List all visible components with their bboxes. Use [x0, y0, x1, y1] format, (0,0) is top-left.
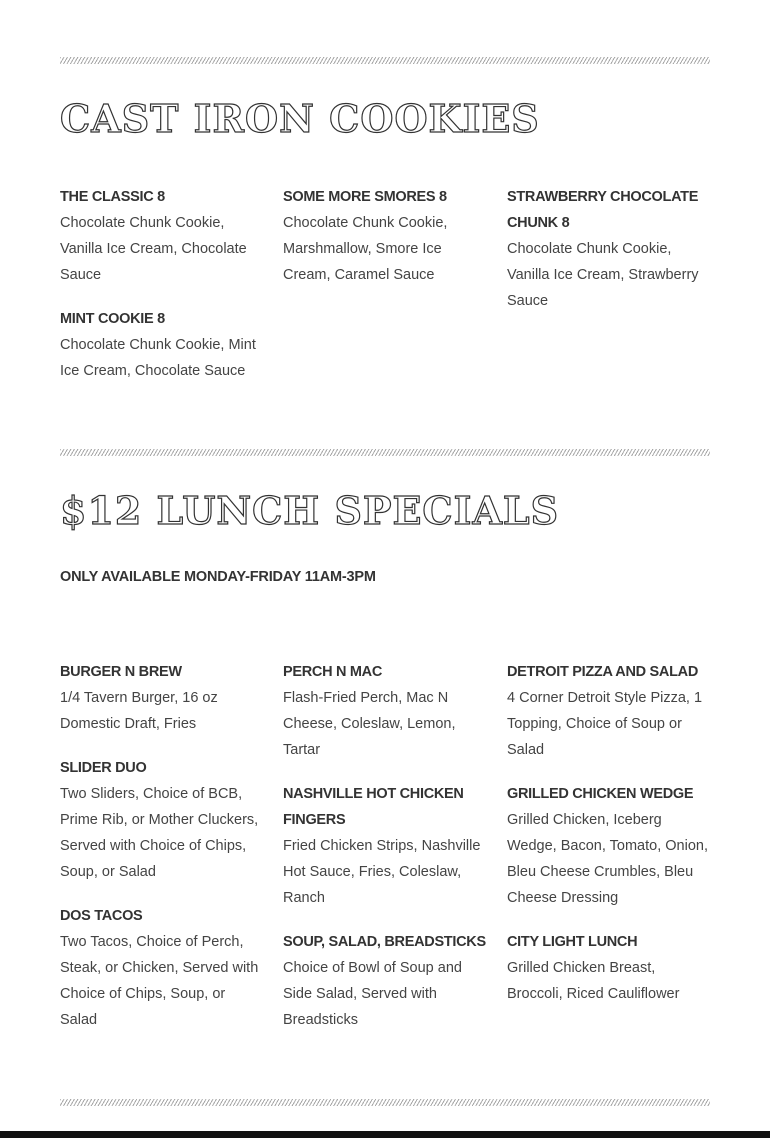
menu-item: [507, 781, 712, 911]
menu-item: [283, 184, 488, 288]
menu-item-description: Chocolate Chunk Cookie, Mint Ice Cream, Chocolate Sauce: [60, 337, 256, 379]
section-divider: [60, 57, 710, 64]
menu-item-description: Chocolate Chunk Cookie, Marshmallow, Smore Ice Cream, Caramel Sauce: [283, 215, 448, 283]
bottom-bar: [0, 1131, 770, 1138]
menu-item-description: Two Tacos, Choice of Perch, Steak, or Chicken, Served with Choice of Chips, Soup, or Salad: [60, 934, 259, 1028]
menu-item-name: MINT COOKIE 8: [60, 311, 165, 327]
cookies-column-2: [283, 184, 488, 306]
menu-item: [507, 929, 712, 1007]
cookies-column-3: [507, 184, 712, 332]
cookies-column-1: [60, 184, 265, 402]
menu-item-description: Grilled Chicken Breast, Broccoli, Riced Cauliflower: [507, 960, 680, 1002]
menu-item: [507, 659, 712, 763]
menu-item: [283, 929, 488, 1033]
menu-item: [60, 659, 265, 737]
menu-item-name: SLIDER DUO: [60, 760, 147, 776]
menu-item-name: CITY LIGHT LUNCH: [507, 934, 638, 950]
menu-item-name: NASHVILLE HOT CHICKEN FINGERS: [283, 786, 464, 828]
menu-item: [60, 755, 265, 885]
menu-item-description: Chocolate Chunk Cookie, Vanilla Ice Cream, Strawberry Sauce: [507, 241, 699, 309]
menu-item-name: SOME MORE SMORES 8: [283, 189, 447, 205]
menu-item-description: Flash-Fried Perch, Mac N Cheese, Coleslaw, Lemon, Tartar: [283, 690, 456, 758]
lunch-column-1: [60, 659, 265, 1051]
menu-item-name: PERCH N MAC: [283, 664, 383, 680]
menu-item: [283, 781, 488, 911]
menu-item-name: GRILLED CHICKEN WEDGE: [507, 786, 694, 802]
section-title-lunch: $12 LUNCH SPECIALS: [60, 488, 560, 533]
section-title-cookies: CAST IRON COOKIES: [60, 96, 540, 141]
menu-item-name: SOUP, SALAD, BREADSTICKS: [283, 934, 486, 950]
menu-item: [60, 306, 265, 384]
availability-note: ONLY AVAILABLE MONDAY-FRIDAY 11AM-3PM: [60, 569, 376, 585]
menu-item-description: Choice of Bowl of Soup and Side Salad, Served with Breadsticks: [283, 960, 462, 1028]
section-divider: [60, 449, 710, 456]
menu-item-name: THE CLASSIC 8: [60, 189, 165, 205]
lunch-column-2: [283, 659, 488, 1051]
lunch-column-3: [507, 659, 712, 1025]
menu-item-description: Grilled Chicken, Iceberg Wedge, Bacon, Tomato, Onion, Bleu Cheese Crumbles, Bleu Cheese Dressing: [507, 812, 708, 906]
menu-item-description: Chocolate Chunk Cookie, Vanilla Ice Cream, Chocolate Sauce: [60, 215, 247, 283]
menu-item-description: Fried Chicken Strips, Nashville Hot Sauce, Fries, Coleslaw, Ranch: [283, 838, 481, 906]
menu-item-name: DETROIT PIZZA AND SALAD: [507, 664, 698, 680]
menu-item-name: STRAWBERRY CHOCOLATE CHUNK 8: [507, 189, 699, 231]
menu-item-description: 1/4 Tavern Burger, 16 oz Domestic Draft, Fries: [60, 690, 218, 732]
menu-item: [60, 903, 265, 1033]
menu-item: [283, 659, 488, 763]
menu-item-name: BURGER N BREW: [60, 664, 182, 680]
menu-item: [60, 184, 265, 288]
menu-item-description: Two Sliders, Choice of BCB, Prime Rib, or Mother Cluckers, Served with Choice of Chips, Soup, or Salad: [60, 786, 259, 880]
section-divider: [60, 1099, 710, 1106]
menu-item-name: DOS TACOS: [60, 908, 143, 924]
menu-item-description: 4 Corner Detroit Style Pizza, 1 Topping, Choice of Soup or Salad: [507, 690, 703, 758]
menu-item: [507, 184, 712, 314]
